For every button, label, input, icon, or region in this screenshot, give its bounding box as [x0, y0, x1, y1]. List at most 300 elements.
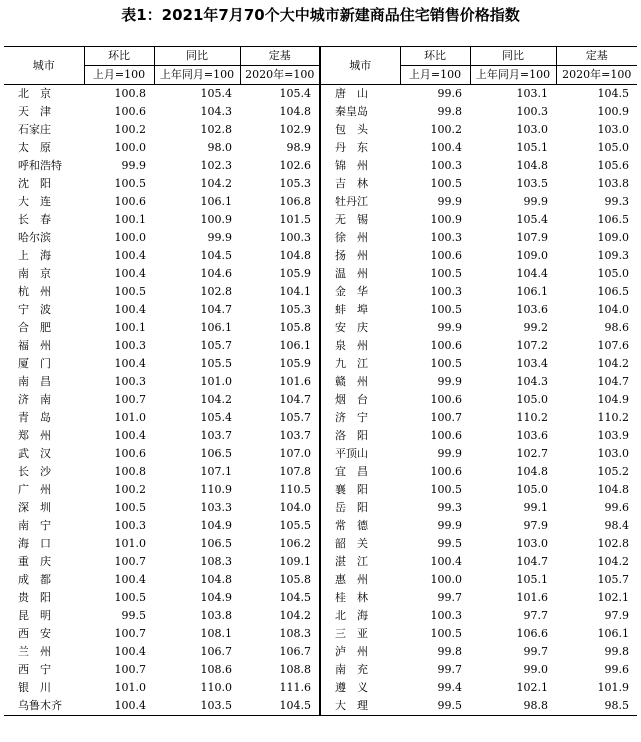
city-name: 秦皇岛 [320, 103, 400, 121]
mom-value: 100.7 [430, 411, 462, 424]
base-value: 104.8 [279, 105, 311, 118]
yoy-value: 100.3 [516, 105, 548, 118]
base-value: 98.6 [604, 321, 629, 334]
city-name: 石家庄 [18, 123, 51, 136]
table-row [4, 481, 637, 499]
yoy-value: 107.2 [516, 339, 548, 352]
base-value: 104.7 [279, 393, 311, 406]
city-name: 常 德 [320, 517, 400, 535]
table-row [4, 355, 637, 373]
base-value: 102.6 [279, 159, 311, 172]
yoy-value: 105.4 [200, 411, 232, 424]
yoy-value: 103.0 [516, 537, 548, 550]
base-value: 101.6 [279, 375, 311, 388]
base-value: 104.5 [597, 87, 629, 100]
yoy-value: 102.8 [200, 123, 232, 136]
base-value: 104.9 [597, 393, 629, 406]
mom-value: 99.8 [437, 105, 462, 118]
yoy-value: 105.5 [200, 357, 232, 370]
base-value: 103.9 [597, 429, 629, 442]
city-name: 济 南 [18, 393, 51, 406]
yoy-value: 106.1 [516, 285, 548, 298]
mom-value: 100.3 [114, 519, 146, 532]
yoy-value: 103.6 [516, 429, 548, 442]
yoy-value: 104.8 [200, 573, 232, 586]
mom-value: 100.4 [114, 429, 146, 442]
mom-value: 100.3 [430, 609, 462, 622]
header-city-left: 城市 [4, 47, 84, 85]
mom-value: 100.6 [114, 105, 146, 118]
mom-value: 100.3 [114, 375, 146, 388]
city-name: 牡丹江 [320, 193, 400, 211]
table-row [4, 463, 637, 481]
header-mom-right: 环比 [400, 47, 470, 66]
base-value: 105.3 [279, 177, 311, 190]
city-name: 南 充 [320, 661, 400, 679]
yoy-value: 105.1 [516, 141, 548, 154]
base-value: 105.6 [597, 159, 629, 172]
city-name: 合 肥 [18, 321, 51, 334]
mom-value: 100.4 [114, 249, 146, 262]
table-row [4, 301, 637, 319]
yoy-value: 108.1 [200, 627, 232, 640]
yoy-value: 110.2 [516, 411, 548, 424]
header-yoy-right: 同比 [470, 47, 556, 66]
city-name: 泸 州 [320, 643, 400, 661]
table-row [4, 661, 637, 679]
base-value: 110.2 [597, 411, 629, 424]
mom-value: 100.3 [430, 285, 462, 298]
table-row [4, 175, 637, 193]
base-value: 105.8 [279, 321, 311, 334]
table-row [4, 229, 637, 247]
yoy-value: 99.0 [523, 663, 548, 676]
city-name: 金 华 [320, 283, 400, 301]
city-name: 扬 州 [320, 247, 400, 265]
city-name: 武 汉 [18, 447, 51, 460]
mom-value: 99.3 [437, 501, 462, 514]
yoy-value: 105.1 [516, 573, 548, 586]
subheader-yoy-right: 上年同月=100 [470, 66, 556, 85]
yoy-value: 106.5 [200, 537, 232, 550]
yoy-value: 101.0 [200, 375, 232, 388]
yoy-value: 109.0 [516, 249, 548, 262]
table-row [4, 589, 637, 607]
yoy-value: 104.5 [200, 249, 232, 262]
city-name: 泉 州 [320, 337, 400, 355]
city-name: 福 州 [18, 339, 51, 352]
city-name: 南 宁 [18, 519, 51, 532]
table-row [4, 517, 637, 535]
mom-value: 99.7 [437, 663, 462, 676]
base-value: 106.5 [597, 213, 629, 226]
header-city-right: 城市 [320, 47, 400, 85]
yoy-value: 108.6 [200, 663, 232, 676]
yoy-value: 102.7 [516, 447, 548, 460]
city-name: 湛 江 [320, 553, 400, 571]
yoy-value: 103.7 [200, 429, 232, 442]
table-row [4, 319, 637, 337]
city-name: 宜 昌 [320, 463, 400, 481]
mom-value: 100.6 [430, 249, 462, 262]
base-value: 104.2 [597, 357, 629, 370]
table-row [4, 85, 637, 104]
mom-value: 99.5 [121, 609, 146, 622]
yoy-value: 105.4 [200, 87, 232, 100]
mom-value: 100.7 [114, 663, 146, 676]
table-row [4, 697, 637, 716]
city-name: 海 口 [18, 537, 51, 550]
mom-value: 100.1 [114, 321, 146, 334]
yoy-value: 98.8 [470, 697, 556, 716]
city-name: 郑 州 [18, 429, 51, 442]
yoy-value: 104.2 [200, 177, 232, 190]
city-name: 大 理 [320, 697, 400, 716]
table-row [4, 337, 637, 355]
yoy-value: 104.6 [200, 267, 232, 280]
base-value: 108.3 [279, 627, 311, 640]
mom-value: 100.9 [430, 213, 462, 226]
city-name: 长 春 [18, 213, 51, 226]
base-value: 102.9 [279, 123, 311, 136]
base-value: 111.6 [279, 681, 311, 694]
city-name: 长 沙 [18, 465, 51, 478]
mom-value: 100.0 [114, 141, 146, 154]
table-row [4, 409, 637, 427]
table-row [4, 157, 637, 175]
yoy-value: 104.7 [200, 303, 232, 316]
table-row [4, 265, 637, 283]
yoy-value: 99.1 [523, 501, 548, 514]
mom-value: 100.5 [114, 501, 146, 514]
yoy-value: 98.0 [207, 141, 232, 154]
city-name: 深 圳 [18, 501, 51, 514]
mom-value: 100.4 [114, 573, 146, 586]
yoy-value: 110.0 [200, 681, 232, 694]
yoy-value: 104.3 [516, 375, 548, 388]
yoy-value: 105.0 [516, 393, 548, 406]
mom-value: 100.1 [114, 213, 146, 226]
mom-value: 100.4 [84, 697, 154, 716]
base-value: 105.9 [279, 357, 311, 370]
base-value: 106.7 [279, 645, 311, 658]
mom-value: 100.5 [430, 357, 462, 370]
header-yoy-left: 同比 [154, 47, 240, 66]
base-value: 105.0 [597, 267, 629, 280]
table-row [4, 427, 637, 445]
table-row [4, 571, 637, 589]
yoy-value: 103.1 [516, 87, 548, 100]
mom-value: 100.6 [114, 195, 146, 208]
city-name: 温 州 [320, 265, 400, 283]
city-name: 吉 林 [320, 175, 400, 193]
mom-value: 100.5 [430, 267, 462, 280]
base-value: 109.0 [597, 231, 629, 244]
table-row [4, 643, 637, 661]
base-value: 100.3 [279, 231, 311, 244]
city-name: 哈尔滨 [18, 231, 51, 244]
city-name: 沈 阳 [18, 177, 51, 190]
city-name: 昆 明 [18, 609, 51, 622]
mom-value: 100.3 [430, 159, 462, 172]
city-name: 无 锡 [320, 211, 400, 229]
yoy-value: 106.6 [516, 627, 548, 640]
mom-value: 100.3 [114, 339, 146, 352]
base-value: 97.9 [604, 609, 629, 622]
yoy-value: 108.3 [200, 555, 232, 568]
city-name: 遵 义 [320, 679, 400, 697]
city-name: 包 头 [320, 121, 400, 139]
table-row [4, 139, 637, 157]
mom-value: 100.2 [114, 483, 146, 496]
city-name: 洛 阳 [320, 427, 400, 445]
city-name: 安 庆 [320, 319, 400, 337]
yoy-value: 105.4 [516, 213, 548, 226]
table-row [4, 121, 637, 139]
city-name: 九 江 [320, 355, 400, 373]
base-value: 98.9 [286, 141, 311, 154]
base-value: 99.3 [604, 195, 629, 208]
city-name: 锦 州 [320, 157, 400, 175]
mom-value: 99.4 [437, 681, 462, 694]
table-row [4, 553, 637, 571]
mom-value: 100.6 [430, 429, 462, 442]
yoy-value: 103.8 [200, 609, 232, 622]
yoy-value: 107.1 [200, 465, 232, 478]
yoy-value: 103.0 [516, 123, 548, 136]
mom-value: 100.3 [430, 231, 462, 244]
mom-value: 100.4 [114, 357, 146, 370]
base-value: 105.8 [279, 573, 311, 586]
table-row [4, 103, 637, 121]
mom-value: 100.5 [430, 303, 462, 316]
base-value: 106.2 [279, 537, 311, 550]
subheader-base-left: 2020年=100 [240, 66, 320, 85]
yoy-value: 110.9 [200, 483, 232, 496]
mom-value: 100.5 [114, 591, 146, 604]
base-value: 106.1 [597, 627, 629, 640]
mom-value: 100.5 [430, 627, 462, 640]
base-value: 105.7 [597, 573, 629, 586]
table-title: 表1：2021年7月70个大中城市新建商品住宅销售价格指数 [121, 6, 520, 24]
yoy-value: 99.2 [523, 321, 548, 334]
yoy-value: 105.0 [516, 483, 548, 496]
yoy-value: 102.1 [516, 681, 548, 694]
base-value: 105.3 [279, 303, 311, 316]
mom-value: 99.7 [437, 591, 462, 604]
base-value: 107.0 [279, 447, 311, 460]
mom-value: 100.4 [430, 141, 462, 154]
table-row [4, 247, 637, 265]
yoy-value: 104.2 [200, 393, 232, 406]
mom-value: 100.4 [114, 645, 146, 658]
table-row [4, 391, 637, 409]
mom-value: 99.8 [437, 645, 462, 658]
base-value: 105.2 [597, 465, 629, 478]
city-name: 襄 阳 [320, 481, 400, 499]
base-value: 104.1 [279, 285, 311, 298]
base-value: 106.5 [597, 285, 629, 298]
mom-value: 99.9 [437, 519, 462, 532]
base-value: 105.7 [279, 411, 311, 424]
yoy-value: 105.7 [200, 339, 232, 352]
city-name: 西 安 [18, 627, 51, 640]
mom-value: 101.0 [114, 681, 146, 694]
base-value: 102.8 [597, 537, 629, 550]
base-value: 106.1 [279, 339, 311, 352]
mom-value: 99.9 [121, 159, 146, 172]
base-value: 104.5 [279, 591, 311, 604]
city-name: 兰 州 [18, 645, 51, 658]
mom-value: 100.6 [430, 393, 462, 406]
yoy-value: 104.9 [200, 519, 232, 532]
yoy-value: 104.8 [516, 159, 548, 172]
city-name: 成 都 [18, 573, 51, 586]
yoy-value: 106.1 [200, 321, 232, 334]
city-name: 岳 阳 [320, 499, 400, 517]
mom-value: 100.4 [430, 555, 462, 568]
yoy-value: 101.6 [516, 591, 548, 604]
table-row [4, 445, 637, 463]
city-name: 三 亚 [320, 625, 400, 643]
mom-value: 99.6 [437, 87, 462, 100]
base-value: 103.8 [597, 177, 629, 190]
price-index-table [4, 46, 637, 716]
base-value: 110.5 [279, 483, 311, 496]
mom-value: 100.5 [430, 483, 462, 496]
mom-value: 100.8 [114, 87, 146, 100]
city-name: 韶 关 [320, 535, 400, 553]
base-value: 105.4 [279, 87, 311, 100]
city-name: 银 川 [18, 681, 51, 694]
city-name: 北 京 [18, 87, 51, 100]
mom-value: 100.5 [114, 177, 146, 190]
base-value: 103.7 [279, 429, 311, 442]
mom-value: 100.7 [114, 627, 146, 640]
table-row [4, 193, 637, 211]
mom-value: 100.2 [114, 123, 146, 136]
base-value: 104.2 [279, 609, 311, 622]
mom-value: 100.5 [430, 177, 462, 190]
city-name: 宁 波 [18, 303, 51, 316]
yoy-value: 100.9 [200, 213, 232, 226]
base-value: 99.6 [604, 501, 629, 514]
city-name: 北 海 [320, 607, 400, 625]
yoy-value: 104.3 [200, 105, 232, 118]
header-mom-left: 环比 [84, 47, 154, 66]
city-name: 西 宁 [18, 663, 51, 676]
city-name: 惠 州 [320, 571, 400, 589]
header-base-left: 定基 [240, 47, 320, 66]
mom-value: 99.9 [437, 195, 462, 208]
city-name: 烟 台 [320, 391, 400, 409]
city-name: 厦 门 [18, 357, 51, 370]
base-value: 105.5 [279, 519, 311, 532]
base-value: 102.1 [597, 591, 629, 604]
base-value: 104.5 [240, 697, 320, 716]
mom-value: 99.5 [437, 537, 462, 550]
base-value: 104.8 [597, 483, 629, 496]
city-name: 广 州 [18, 483, 51, 496]
table-row [4, 679, 637, 697]
city-name: 太 原 [18, 141, 51, 154]
city-name: 唐 山 [320, 85, 400, 104]
yoy-value: 97.7 [523, 609, 548, 622]
yoy-value: 104.4 [516, 267, 548, 280]
mom-value: 100.4 [114, 267, 146, 280]
yoy-value: 104.8 [516, 465, 548, 478]
city-name: 呼和浩特 [18, 159, 62, 172]
base-value: 107.6 [597, 339, 629, 352]
base-value: 103.0 [597, 447, 629, 460]
base-value: 104.2 [597, 555, 629, 568]
table-row [4, 211, 637, 229]
city-name: 南 京 [18, 267, 51, 280]
mom-value: 100.6 [430, 465, 462, 478]
base-value: 99.6 [604, 663, 629, 676]
mom-value: 101.0 [114, 411, 146, 424]
city-name: 丹 东 [320, 139, 400, 157]
table-row [4, 625, 637, 643]
mom-value: 100.8 [114, 465, 146, 478]
subheader-base-right: 2020年=100 [556, 66, 637, 85]
base-value: 106.8 [279, 195, 311, 208]
city-name: 乌鲁木齐 [4, 697, 84, 716]
table-row [4, 607, 637, 625]
yoy-value: 103.5 [516, 177, 548, 190]
base-value: 104.0 [279, 501, 311, 514]
yoy-value: 106.7 [200, 645, 232, 658]
city-name: 重 庆 [18, 555, 51, 568]
mom-value: 100.7 [114, 393, 146, 406]
table-row [4, 535, 637, 553]
base-value: 100.9 [597, 105, 629, 118]
base-value: 104.0 [597, 303, 629, 316]
subheader-yoy-left: 上年同月=100 [154, 66, 240, 85]
city-name: 大 连 [18, 195, 51, 208]
base-value: 104.8 [279, 249, 311, 262]
city-name: 南 昌 [18, 375, 51, 388]
mom-value: 100.2 [430, 123, 462, 136]
mom-value: 100.5 [114, 285, 146, 298]
subheader-mom-left: 上月=100 [84, 66, 154, 85]
mom-value: 100.4 [114, 303, 146, 316]
mom-value: 100.6 [114, 447, 146, 460]
base-value: 103.0 [597, 123, 629, 136]
yoy-value: 103.6 [516, 303, 548, 316]
mom-value: 100.0 [430, 573, 462, 586]
header-base-right: 定基 [556, 47, 637, 66]
base-value: 98.5 [556, 697, 637, 716]
yoy-value: 99.7 [523, 645, 548, 658]
table-row [4, 373, 637, 391]
yoy-value: 106.5 [200, 447, 232, 460]
base-value: 105.9 [279, 267, 311, 280]
base-value: 105.0 [597, 141, 629, 154]
city-name: 上 海 [18, 249, 51, 262]
yoy-value: 106.1 [200, 195, 232, 208]
yoy-value: 103.5 [154, 697, 240, 716]
city-name: 平顶山 [320, 445, 400, 463]
city-name: 济 宁 [320, 409, 400, 427]
yoy-value: 102.8 [200, 285, 232, 298]
city-name: 赣 州 [320, 373, 400, 391]
yoy-value: 103.4 [516, 357, 548, 370]
yoy-value: 99.9 [207, 231, 232, 244]
mom-value: 99.9 [437, 447, 462, 460]
base-value: 109.1 [279, 555, 311, 568]
yoy-value: 104.7 [516, 555, 548, 568]
